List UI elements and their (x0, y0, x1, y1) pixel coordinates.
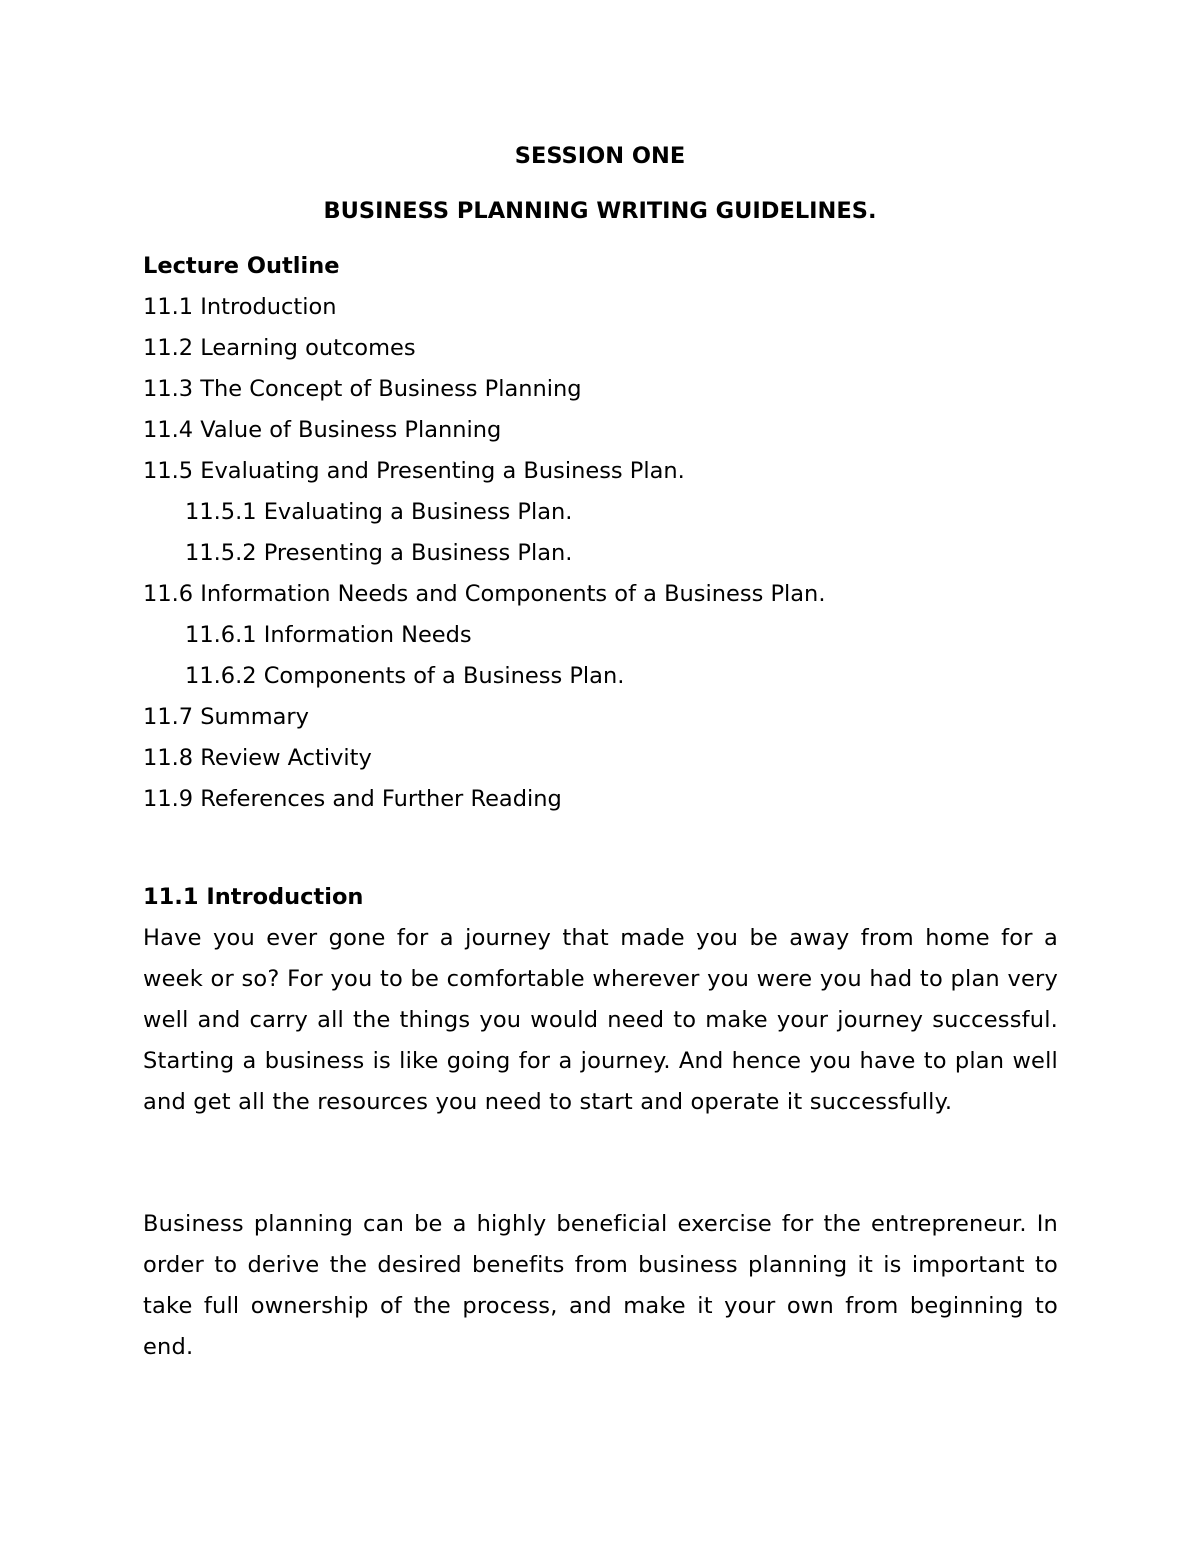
intro-paragraph-1: Have you ever gone for a journey that made you be away from home for a week or so? For you to be comfortable wherever you were you had to plan very well and carry all the things you would need to make your journey successful. Starting a business is like going for a journey. And hence you have to plan well and get all the resources you need to start and operate it successfully. (143, 925, 1058, 1115)
outline-item-11-5: 11.5 Evaluating and Presenting a Business Plan. (143, 458, 685, 484)
outline-item-11-6-2: 11.6.2 Components of a Business Plan. (185, 663, 625, 689)
outline-item-11-3: 11.3 The Concept of Business Planning (143, 376, 582, 402)
outline-item-11-6: 11.6 Information Needs and Components of a Business Plan. (143, 581, 826, 607)
section-heading: 11.1 Introduction (143, 884, 364, 910)
intro-paragraph-2: Business planning can be a highly beneficial exercise for the entrepreneur. In order to derive the desired benefits from business planning it is important to take full ownership of the process, and make it your own from beginning to end. (143, 1211, 1058, 1360)
outline-item-11-2: 11.2 Learning outcomes (143, 335, 416, 361)
outline-item-11-9: 11.9 References and Further Reading (143, 786, 562, 812)
outline-item-11-4: 11.4 Value of Business Planning (143, 417, 502, 443)
outline-item-11-6-1: 11.6.1 Information Needs (185, 622, 472, 648)
session-title: SESSION ONE (514, 143, 686, 169)
outline-item-11-7: 11.7 Summary (143, 704, 309, 730)
main-title: BUSINESS PLANNING WRITING GUIDELINES. (323, 198, 877, 224)
outline-item-11-1: 11.1 Introduction (143, 294, 337, 320)
outline-item-11-8: 11.8 Review Activity (143, 745, 372, 771)
outline-heading: Lecture Outline (143, 253, 340, 279)
outline-item-11-5-2: 11.5.2 Presenting a Business Plan. (185, 540, 573, 566)
outline-item-11-5-1: 11.5.1 Evaluating a Business Plan. (185, 499, 573, 525)
